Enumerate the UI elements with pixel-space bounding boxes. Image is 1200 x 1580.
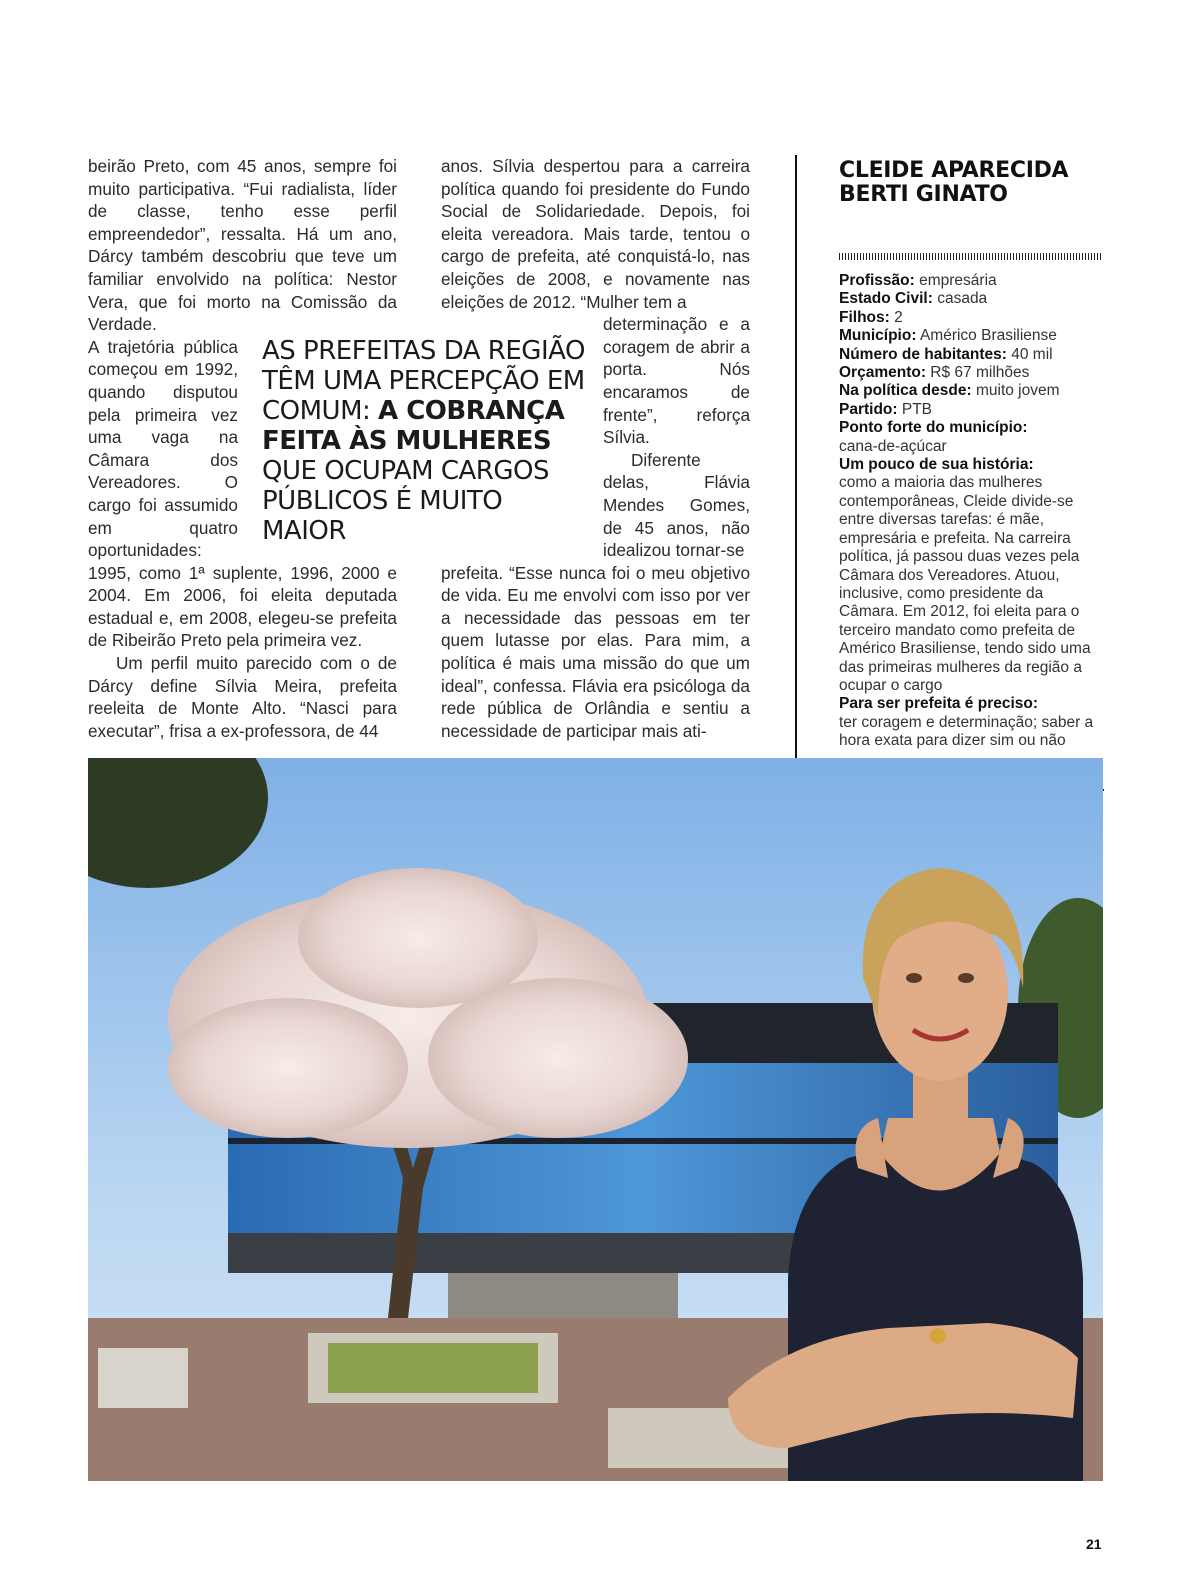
profile-fact-label: Ponto forte do município:: [839, 419, 1028, 437]
profile-fact-label: Número de habitantes:: [839, 345, 1007, 363]
profile-fact-value: empresária: [914, 272, 997, 289]
profile-fact: [839, 272, 1103, 290]
profile-name: [839, 159, 1104, 207]
col2-paragraph-top: anos. Sílvia despertou para a carreira política quando foi presidente do Fundo Social de Solidariedade. Depois, foi eleita vereadora. Mais tarde, tentou o cargo de prefeita, até conquistá-lo, nas eleições de 2008, e novamente nas eleições de 2012. “Mulher tem a: [441, 156, 750, 312]
col2-paragraph-narrow: determinação e a coragem de abrir a porta. Nós encaramos de frente”, reforça Sílvia.: [603, 314, 750, 448]
profile-fact-value: R$ 67 milhões: [926, 364, 1030, 382]
profile-fact-label: Orçamento:: [839, 364, 926, 382]
page-number: 21: [1086, 1536, 1102, 1552]
pull-quote-part-3: QUE OCUPAM CARGOS PÚBLICOS É MUITO MAIOR: [262, 456, 549, 546]
profile-fact-value: cana-de-açúcar: [839, 437, 947, 455]
profile-fact-value: 40 mil: [1006, 345, 1053, 363]
profile-fact-label: Um pouco de sua história:: [839, 456, 1034, 474]
profile-fact-label: Município:: [839, 327, 917, 345]
col2-paragraph-2-narrow: Diferente delas, Flávia Mendes Gomes, de 45 anos, não idealizou tornar-se: [603, 449, 750, 561]
profile-fact-label: Na política desde:: [839, 382, 972, 400]
pull-quote-part-1: AS PREFEITAS DA REGIÃO TÊM UMA PERCEPÇÃO EM COMUM:: [262, 336, 585, 426]
sidebar-divider: [839, 253, 1103, 260]
col1-paragraph-bottom: 1995, como 1ª suplente, 1996, 2000 e 2004. Em 2006, foi eleita deputada estadual e, em 2008, elegeu-se prefeita de Ribeirão Preto pela primeira vez.: [88, 562, 397, 651]
profile-fact: [839, 364, 1103, 382]
profile-fact: [839, 290, 1103, 308]
col2-paragraph-2-bottom: prefeita. “Esse nunca foi o meu objetivo de vida. Eu me envolvi com isso por ver a necessidade das pessoas em ter quem lutasse por elas. Para mim, a política é mais uma missão do que um ideal”, confessa. Flávia era psicóloga da rede pública de Orlândia e sentiu a necessidade de participar mais ati-: [441, 562, 750, 741]
col1-paragraph-top: beirão Preto, com 45 anos, sempre foi muito participativa. “Fui radialista, líder de classe, tenho esse perfil empreendedor”, ressalta. Há um ano, Dárcy também descobriu que teve um familiar envolvido na política: Nestor Vera, que foi morto na Comissão da Verdade.: [88, 156, 397, 335]
profile-fact: [839, 327, 1103, 345]
profile-name-text: CLEIDE APARECIDA BERTI GINATO: [839, 158, 1069, 207]
profile-fact: [839, 309, 1103, 327]
profile-fact: [839, 346, 1103, 364]
profile-fact: [839, 695, 1103, 750]
profile-fact-label: Partido:: [839, 400, 898, 418]
profile-fact-value: PTB: [897, 400, 933, 418]
profile-fact: [839, 419, 1103, 456]
pull-quote-highlight: A COBRANÇA FEITA ÀS MULHERES: [262, 396, 565, 456]
profile-fact-label: Para ser prefeita é preciso:: [839, 695, 1039, 713]
profile-fact-value: Américo Brasiliense: [916, 327, 1057, 345]
col1-paragraph-narrow: A trajetória pública começou em 1992, quando disputou pela primeira vez uma vaga na Câmara dos Vereadores. O cargo foi assumido em quatro oportunidades:: [88, 336, 238, 561]
mayor-photo: [88, 758, 1103, 1481]
profile-fact-value: ter coragem e determinação; saber a hora exata para dizer sim ou não: [839, 713, 1094, 750]
profile-fact-value: 2: [889, 308, 903, 326]
profile-fact-value: muito jovem: [971, 382, 1060, 400]
pull-quote: [262, 336, 592, 546]
profile-sidebar: [795, 155, 1104, 791]
profile-fact-value: casada: [932, 290, 988, 308]
profile-fact-label: Profissão:: [839, 272, 915, 289]
profile-fact-value: como a maioria das mulheres contemporâneas, Cleide divide-se entre diversas tarefas: é mãe, empresária e prefeita. Na carreira política, já passou duas vezes pela Câmara dos Vereadores. Atuou, inclusive, como presidente da Câmara. Em 2012, foi eleita para o terceiro mandato como prefeita de Américo Brasiliense, tendo sido uma das primeiras mulheres da região a ocupar o cargo: [839, 474, 1091, 694]
profile-fact-label: Estado Civil:: [839, 290, 933, 308]
profile-fact: [839, 401, 1103, 419]
profile-facts: [839, 272, 1103, 751]
profile-fact: [839, 382, 1103, 400]
profile-fact: [839, 456, 1103, 695]
col1-paragraph-2: Um perfil muito parecido com o de Dárcy define Sílvia Meira, prefeita reeleita de Monte Alto. “Nasci para executar”, frisa a ex-professora, de 44: [88, 653, 397, 741]
profile-fact-label: Filhos:: [839, 308, 890, 326]
